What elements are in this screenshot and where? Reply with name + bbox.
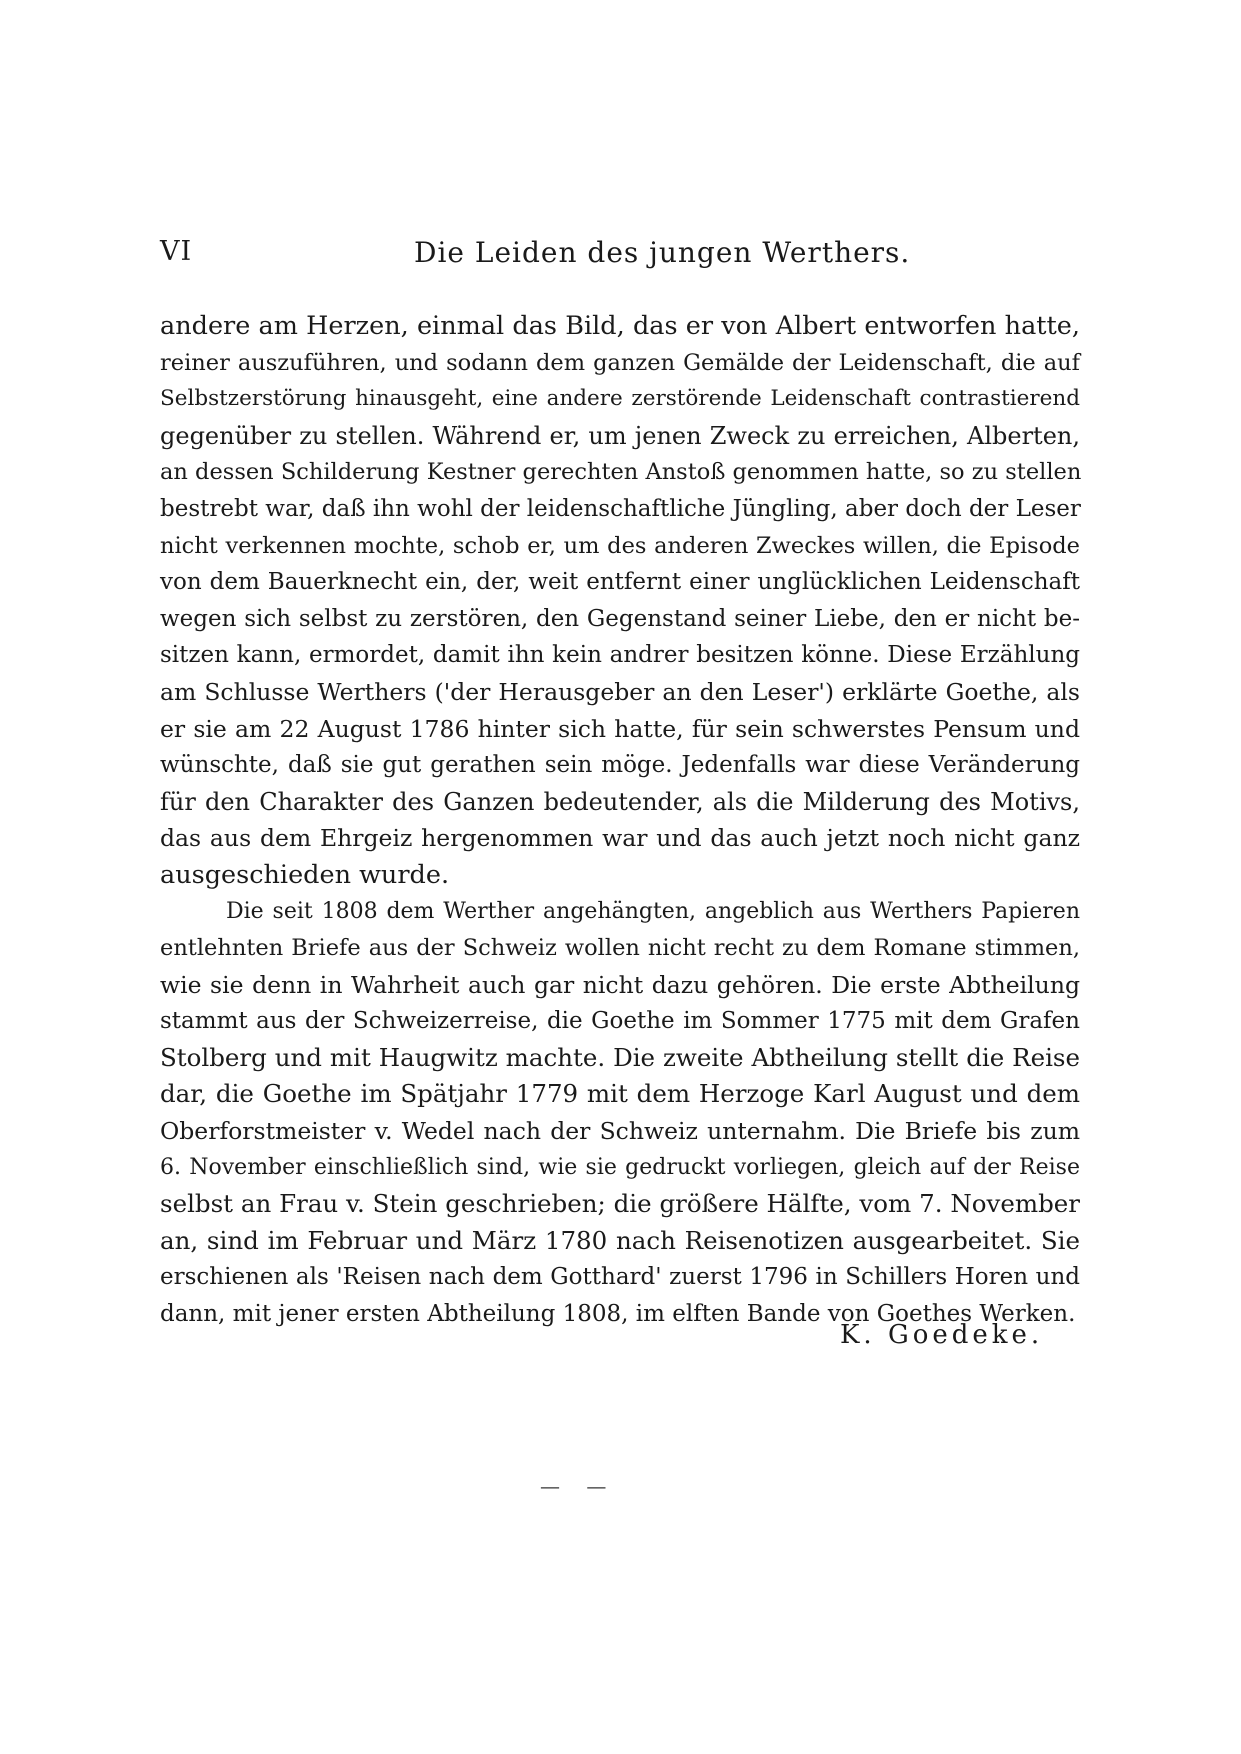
author-signature: K. Goedeke.: [840, 1320, 1044, 1350]
page-number: VI: [160, 236, 193, 267]
text-line: sitzen kann, ermordet, damit ihn kein andrer besitzen könne. Diese Erzählung: [160, 642, 1080, 669]
text-line: erschienen als 'Reisen nach dem Gotthard' zuerst 1796 in Schillers Horen und: [160, 1264, 1080, 1291]
page-header: [160, 236, 1080, 280]
text-line: entlehnten Briefe aus der Schweiz wollen nicht recht zu dem Romane stimmen,: [160, 935, 1080, 962]
text-line: wie sie denn in Wahrheit auch gar nicht dazu gehören. Die erste Abtheilung: [160, 970, 1080, 999]
text-line: stammt aus der Schweizerreise, die Goethe im Sommer 1775 mit dem Grafen: [160, 1008, 1080, 1035]
text-line: 6. November einschließlich sind, wie sie gedruckt vorliegen, gleich auf der Reise: [160, 1154, 1080, 1180]
text-line: gegenüber zu stellen. Während er, um jenen Zweck zu erreichen, Alberten,: [160, 421, 1080, 450]
text-line: selbst an Frau v. Stein geschrieben; die größere Hälfte, vom 7. November: [160, 1189, 1080, 1219]
text-line: dar, die Goethe im Spätjahr 1779 mit dem Herzoge Karl August und dem: [160, 1079, 1080, 1109]
text-line: er sie am 22 August 1786 hinter sich hatte, für sein schwerstes Pensum und: [160, 714, 1080, 743]
text-line: das aus dem Ehrgeiz hergenommen war und das auch jetzt noch nicht ganz: [160, 824, 1080, 853]
text-line: dann, mit jener ersten Abtheilung 1808, im elften Bande von Goethes Werken.: [160, 1301, 1076, 1328]
text-line: an, sind im Februar und März 1780 nach Reisenotizen ausgearbeitet. Sie: [160, 1225, 1080, 1255]
text-line: Die seit 1808 dem Werther angehängten, angeblich aus Werthers Papieren: [226, 898, 1080, 924]
text-line: für den Charakter des Ganzen bedeutender, als die Milderung des Motivs,: [160, 787, 1080, 816]
text-line: ausgeschieden wurde.: [160, 859, 450, 890]
text-line: wünschte, daß sie gut gerathen sein möge. Jedenfalls war diese Veränderung: [160, 752, 1080, 779]
text-line: reiner auszuführen, und sodann dem ganzen Gemälde der Leidenschaft, die auf: [160, 349, 1080, 376]
end-mark: — —: [540, 1474, 617, 1498]
text-line: bestrebt war, daß ihn wohl der leidenschaftliche Jüngling, aber doch der Leser: [160, 495, 1081, 522]
text-line: Stolberg und mit Haugwitz machte. Die zweite Abtheilung stellt die Reise: [160, 1042, 1080, 1072]
running-title: Die Leiden des jungen Werthers.: [414, 236, 911, 269]
text-line: andere am Herzen, einmal das Bild, das er von Albert entworfen hatte,: [160, 311, 1080, 341]
text-line: Selbstzerstörung hinausgeht, eine andere zerstörende Leidenschaft contrastierend: [160, 386, 1080, 412]
text-line: Oberforstmeister v. Wedel nach der Schweiz unternahm. Die Briefe bis zum: [160, 1117, 1080, 1146]
text-line: an dessen Schilderung Kestner gerechten Anstoß genommen hatte, so zu stellen: [160, 459, 1082, 486]
text-line: am Schlusse Werthers ('der Herausgeber an den Leser') erklärte Goethe, als: [160, 677, 1080, 706]
text-line: wegen sich selbst zu zerstören, den Gegenstand seiner Liebe, den er nicht be-: [160, 605, 1080, 632]
text-line: von dem Bauerknecht ein, der, weit entfernt einer unglücklichen Leidenschaft: [160, 569, 1080, 596]
text-line: nicht verkennen mochte, schob er, um des anderen Zweckes willen, die Episode: [160, 532, 1080, 559]
body-text: [160, 308, 1080, 1333]
